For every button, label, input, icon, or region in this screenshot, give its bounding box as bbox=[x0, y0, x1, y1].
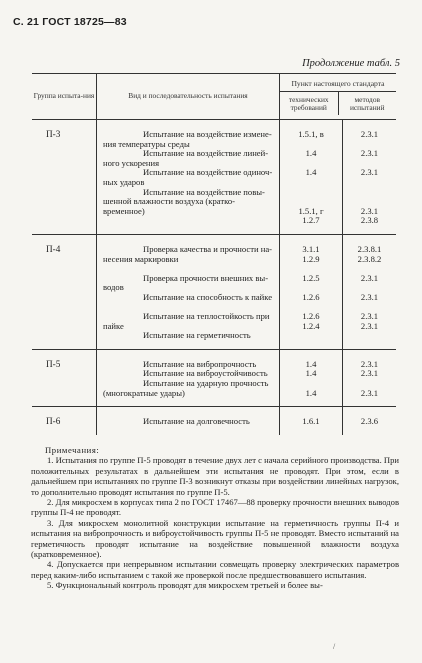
tech-clause-line: 1.2.7 bbox=[302, 215, 320, 226]
tech-clause-line: 1.4 bbox=[305, 368, 317, 379]
method-clause-line: 2.3.1 bbox=[360, 358, 379, 369]
group-name: П-6 bbox=[32, 407, 97, 435]
description-line: Испытание на воздействие одиноч- bbox=[143, 167, 273, 178]
method-clause-line: 2.3.1 bbox=[360, 167, 379, 178]
description-line: Испытание на воздействие линей- bbox=[143, 148, 269, 159]
description-line: ния температуры среды bbox=[103, 138, 190, 149]
col-clause-header bbox=[280, 74, 397, 120]
col-group-header: Группа испыта-ния bbox=[32, 74, 97, 120]
tech-clause-line: 3.1.1 bbox=[302, 243, 320, 254]
description-line: Проверка прочности внешних вы- bbox=[143, 272, 269, 283]
table-header-row bbox=[32, 74, 396, 120]
description-line: Испытание на герметичность bbox=[143, 330, 251, 341]
description-line: шенной влажности воздуха (кратко- bbox=[103, 196, 236, 207]
note-3: 3. Для микросхем монолитной конструкции испытание на герметичность группы П-4 и испытания на вибропрочность и виброустойчивость группы П-5 не проводят. Вместо испытаний на герметичность проводят испытание на воздействие повышенной влажности воздуха (кратковременное). bbox=[31, 517, 399, 560]
tech-clause-line: 1.2.4 bbox=[302, 320, 320, 331]
col-method-header: методов испытаний bbox=[349, 94, 385, 113]
method-clause-cell bbox=[343, 234, 397, 349]
description-line: водов bbox=[103, 282, 124, 293]
method-clause-cell bbox=[343, 407, 397, 435]
table-group-row bbox=[32, 120, 396, 235]
description-cell bbox=[97, 120, 280, 235]
description-cell bbox=[97, 349, 280, 406]
description-line: (многократные удары) bbox=[103, 387, 185, 398]
description-line: Испытание на способность к пайке bbox=[143, 291, 273, 302]
description-line: Проверка качества и прочности на- bbox=[143, 243, 273, 254]
method-clause-line: 2.3.1 bbox=[360, 291, 379, 302]
tech-clause-cell bbox=[280, 407, 343, 435]
tech-clause-line: 1.2.9 bbox=[302, 253, 320, 264]
description-line: временное) bbox=[103, 205, 145, 216]
tech-clause-cell bbox=[280, 234, 343, 349]
group-name: П-4 bbox=[32, 234, 97, 349]
description-line: Испытание на воздействие измене- bbox=[143, 129, 272, 139]
method-clause-cell bbox=[343, 120, 397, 235]
tech-clause-line: 1.2.5 bbox=[302, 272, 320, 283]
tech-clause-line: 1.5.1, г bbox=[298, 205, 324, 216]
notes-section bbox=[31, 445, 399, 591]
table-5 bbox=[32, 73, 396, 435]
description-line: ного ускорения bbox=[103, 157, 160, 168]
description-cell bbox=[97, 407, 280, 435]
note-2: 2. Для микросхем в корпусах типа 2 по ГОСТ 17467—88 проверку прочности внешних выводов группы П-4 не проводят. bbox=[31, 497, 399, 518]
description-line: Испытание на воздействие повы- bbox=[143, 186, 265, 197]
method-clause-line: 2.3.1 bbox=[360, 320, 379, 331]
description-cell bbox=[97, 234, 280, 349]
method-clause-line: 2.3.8.1 bbox=[357, 243, 382, 254]
col-description-header: Вид и последовательность испытания bbox=[97, 74, 280, 120]
table-group-row bbox=[32, 349, 396, 406]
tech-clause-line: 1.2.6 bbox=[302, 311, 320, 322]
method-clause-cell bbox=[343, 349, 397, 406]
method-clause-line: 2.3.1 bbox=[360, 368, 379, 379]
method-clause-line: 2.3.1 bbox=[360, 387, 379, 398]
method-clause-line: 2.3.1 bbox=[360, 311, 379, 322]
method-clause-line: 2.3.8.2 bbox=[357, 253, 382, 264]
tech-clause-line: 1.4 bbox=[305, 148, 317, 159]
group-name: П-3 bbox=[32, 120, 97, 235]
tech-clause-cell bbox=[280, 349, 343, 406]
page-mark: / bbox=[333, 642, 336, 651]
col-tech-header: технических требований bbox=[280, 92, 339, 115]
description-line: Испытание на вибропрочность bbox=[143, 358, 257, 369]
group-name: П-5 bbox=[32, 349, 97, 406]
method-clause-line: 2.3.8 bbox=[360, 215, 379, 226]
tech-clause-line: 1.5.1, в bbox=[298, 129, 324, 139]
tech-clause-line: 1.4 bbox=[305, 387, 317, 398]
tech-clause-cell bbox=[280, 120, 343, 235]
description-line: пайке bbox=[103, 320, 124, 331]
description-line: Испытание на ударную прочность bbox=[143, 378, 269, 389]
method-clause-line: 2.3.1 bbox=[360, 129, 379, 139]
tech-clause-line: 1.4 bbox=[305, 167, 317, 178]
method-clause-line: 2.3.1 bbox=[360, 272, 379, 283]
description-line: Испытание на виброустойчивость bbox=[143, 368, 268, 379]
description-line: Испытание на теплостойкость при bbox=[143, 311, 270, 322]
col-clause-title: Пункт настоящего стандарта bbox=[280, 78, 396, 92]
description-line: Испытание на долговечность bbox=[143, 416, 250, 427]
method-clause-line: 2.3.1 bbox=[360, 205, 379, 216]
note-5: 5. Функциональный контроль проводят для микросхем третьей и более вы- bbox=[47, 580, 323, 591]
table-continuation-label: Продолжение табл. 5 bbox=[302, 58, 400, 69]
method-clause-line: 2.3.1 bbox=[360, 148, 379, 159]
tech-clause-line: 1.6.1 bbox=[302, 416, 320, 427]
tech-clause-line: 1.4 bbox=[305, 358, 317, 369]
description-line: несения маркировки bbox=[103, 253, 179, 264]
note-4: 4. Допускается при непрерывном испытании совмещать проверку электрических параметров перед каким-либо испытанием с такой же проверкой после предшествовавшего испытания. bbox=[31, 559, 399, 580]
tech-clause-line: 1.2.6 bbox=[302, 291, 320, 302]
table-group-row bbox=[32, 234, 396, 349]
note-1: 1. Испытания по группе П-5 проводят в течение двух лет с начала серийного производства. При положительных результатах в дальнейшем эти испытания не проводят. При этом, если в дальнейшем при испытаниях по группе П-3 возникнут отказы при воздействии линейных нагрузок, то дополнительно проводят испытания по группе П-5. bbox=[31, 455, 399, 497]
table-group-row bbox=[32, 407, 396, 435]
description-line: ных ударов bbox=[103, 176, 145, 187]
page-header: С. 21 ГОСТ 18725—83 bbox=[13, 16, 127, 28]
method-clause-line: 2.3.6 bbox=[360, 416, 379, 427]
notes-title: Примечания: bbox=[45, 445, 100, 455]
